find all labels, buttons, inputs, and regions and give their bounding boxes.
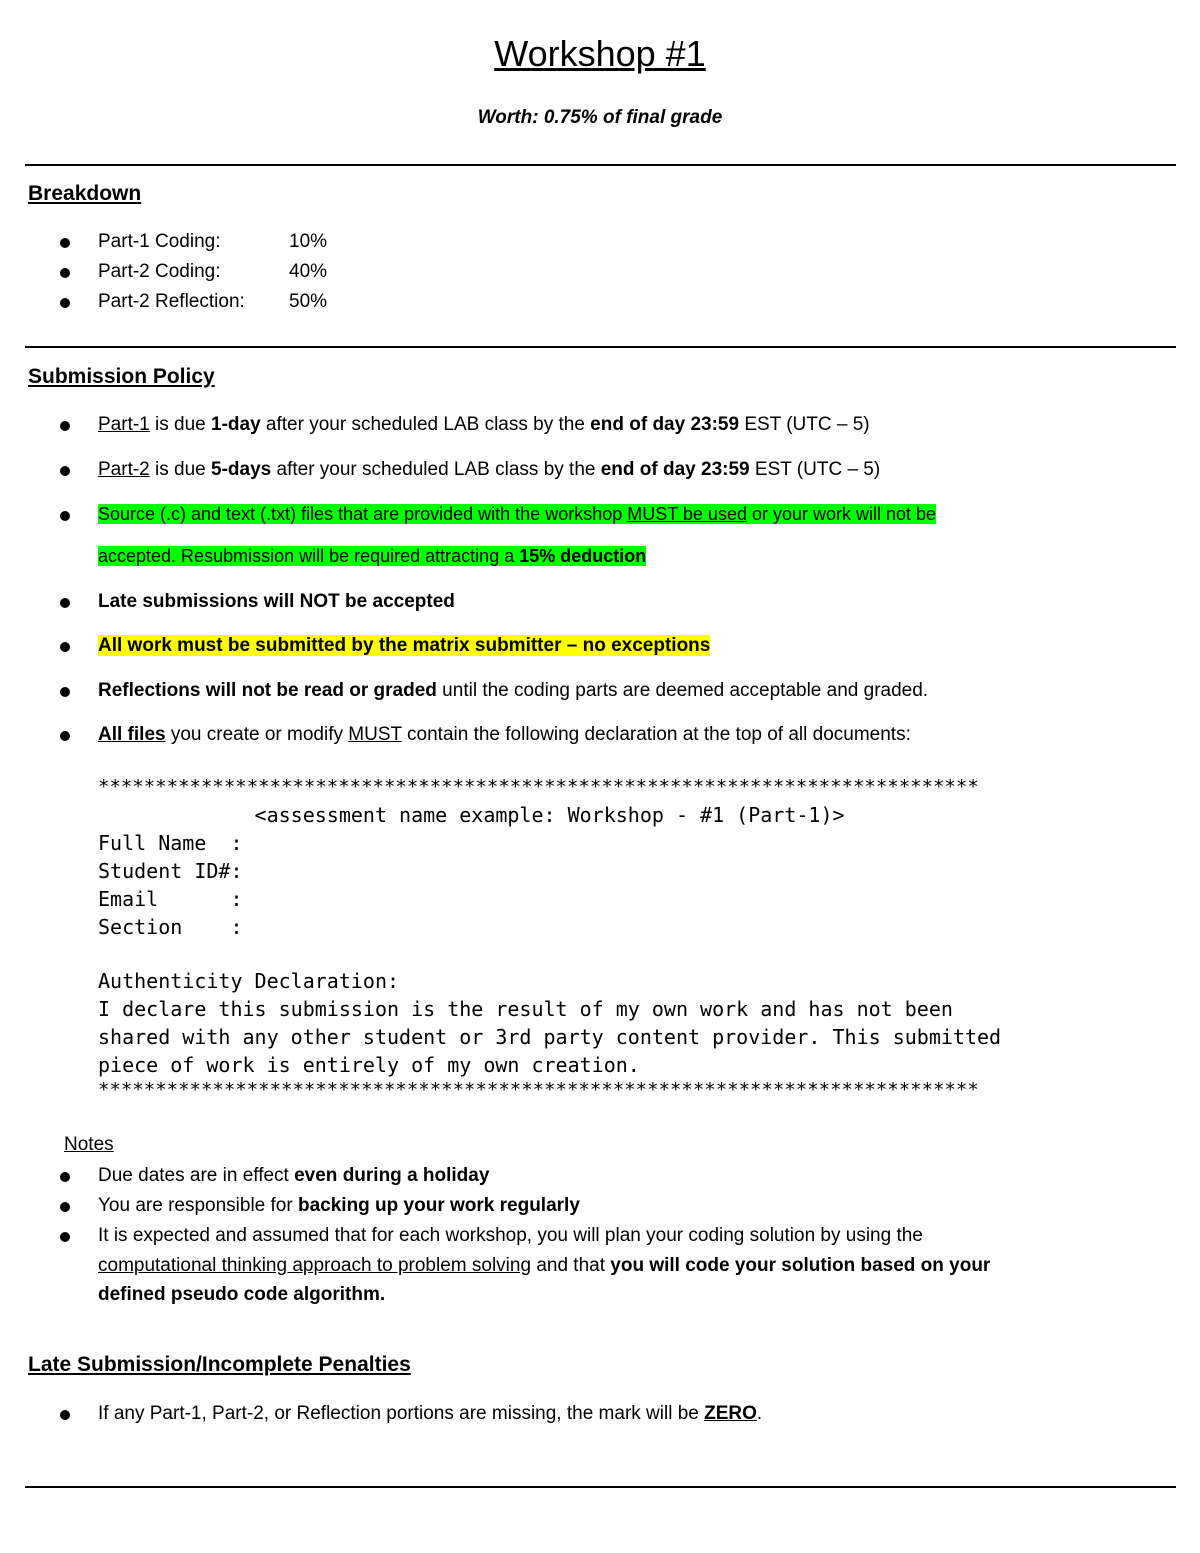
breakdown-heading: Breakdown — [28, 182, 142, 205]
breakdown-item-label: Part-2 Reflection: — [98, 291, 245, 312]
bullet-icon — [60, 642, 70, 652]
bullet-icon — [60, 466, 70, 476]
text: backing up your work regularly — [297, 1195, 580, 1216]
field-student-id: Student ID#: — [98, 859, 243, 883]
bullet-icon — [60, 1410, 70, 1420]
policy-matrix — [98, 634, 710, 658]
auth-line: shared with any other student or 3rd party content provider. This submitted — [98, 1025, 1002, 1049]
notes-heading: Notes — [64, 1134, 114, 1155]
deadline-time: end of day 23:59 — [600, 459, 750, 480]
policy-part1-line — [98, 413, 870, 437]
bullet-icon — [60, 687, 70, 697]
text: is due — [149, 459, 212, 480]
note-backup — [98, 1194, 580, 1218]
text: even during a holiday — [294, 1165, 490, 1186]
page-title: Workshop #1 — [494, 33, 706, 74]
text: you will code your solution based on your — [610, 1255, 991, 1276]
policy-reflections — [98, 679, 928, 703]
text: If any Part-1, Part-2, or Reflection portions are missing, the mark will be — [98, 1403, 705, 1424]
note-expected-3: defined pseudo code algorithm. — [98, 1284, 386, 1305]
text: and that — [531, 1255, 611, 1276]
auth-title: Authenticity Declaration: — [98, 969, 400, 993]
note-expected: It is expected and assumed that for each workshop, you will plan your coding solution by using the — [98, 1225, 923, 1246]
breakdown-item-label: Part-2 Coding: — [98, 261, 221, 282]
bullet-icon — [60, 511, 70, 521]
policy-source-line-2 — [98, 544, 646, 568]
divider — [25, 164, 1176, 166]
text: is due — [149, 414, 212, 435]
text: You are responsible for — [98, 1195, 298, 1216]
field-full-name: Full Name : — [98, 831, 243, 855]
zero: ZERO — [704, 1403, 757, 1424]
text: until the coding parts are deemed acceptable and graded. — [436, 680, 929, 701]
text: after your scheduled LAB class by the — [271, 459, 601, 480]
bullet-icon — [60, 1232, 70, 1242]
text: after your scheduled LAB class by the — [260, 414, 591, 435]
bullet-icon — [60, 421, 70, 431]
deduction: 15% deduction — [519, 546, 647, 566]
breakdown-item-value: 10% — [289, 231, 328, 252]
bullet-icon — [60, 598, 70, 608]
policy-part2-line — [98, 458, 880, 482]
note-expected-2 — [98, 1254, 990, 1278]
breakdown-item-value: 50% — [289, 291, 328, 312]
part2-label: Part-2 — [98, 459, 150, 480]
auth-line: I declare this submission is the result of my own work and has not been — [98, 997, 953, 1021]
breakdown-item-value: 40% — [289, 261, 328, 282]
text: Reflections will not be read or graded — [98, 680, 437, 701]
text: you create or modify — [165, 724, 349, 745]
field-email: Email : — [98, 887, 243, 911]
part1-label: Part-1 — [98, 414, 150, 435]
must-be-used: MUST be used — [627, 504, 747, 524]
bullet-icon — [60, 731, 70, 741]
assessment-name: <assessment name example: Workshop - #1 (Part-1)> — [98, 803, 845, 827]
breakdown-item-label: Part-1 Coding: — [98, 231, 221, 252]
text: Source (.c) and text (.txt) files that are provided with the workshop — [98, 504, 628, 524]
note-holiday — [98, 1164, 489, 1188]
bullet-icon — [60, 1172, 70, 1182]
stars-bottom: ***************************************************************************** — [98, 1079, 979, 1101]
text: or your work will not be — [746, 504, 937, 524]
divider — [25, 1486, 1176, 1488]
text: EST (UTC – 5) — [749, 459, 881, 480]
bullet-icon — [60, 298, 70, 308]
policy-source-line — [98, 502, 936, 526]
text: EST (UTC – 5) — [739, 414, 870, 435]
bullet-icon — [60, 1202, 70, 1212]
stars-top: ***************************************************************************** — [98, 776, 979, 798]
must: MUST — [348, 724, 402, 745]
penalties-heading: Late Submission/Incomplete Penalties — [28, 1353, 411, 1376]
due-days: 1-day — [211, 414, 261, 435]
divider — [25, 346, 1176, 348]
auth-line: piece of work is entirely of my own creation. — [98, 1053, 640, 1077]
field-section: Section : — [98, 915, 243, 939]
text: Due dates are in effect — [98, 1165, 295, 1186]
text: contain the following declaration at the top of all documents: — [401, 724, 911, 745]
all-files: All files — [98, 724, 166, 745]
text: accepted. Resubmission will be required attracting a — [98, 546, 520, 566]
text: . — [756, 1403, 763, 1424]
policy-late: Late submissions will NOT be accepted — [98, 591, 455, 612]
policy-files — [98, 723, 911, 747]
worth-subtitle: Worth: 0.75% of final grade — [477, 107, 723, 128]
computational-thinking-link: computational thinking approach to problem solving — [98, 1255, 532, 1276]
penalty-line — [98, 1402, 762, 1426]
submission-policy-heading: Submission Policy — [28, 365, 215, 388]
bullet-icon — [60, 268, 70, 278]
matrix-text: All work must be submitted by the matrix submitter – no exceptions — [98, 635, 711, 656]
deadline-time: end of day 23:59 — [590, 414, 740, 435]
due-days: 5-days — [211, 459, 272, 480]
bullet-icon — [60, 238, 70, 248]
